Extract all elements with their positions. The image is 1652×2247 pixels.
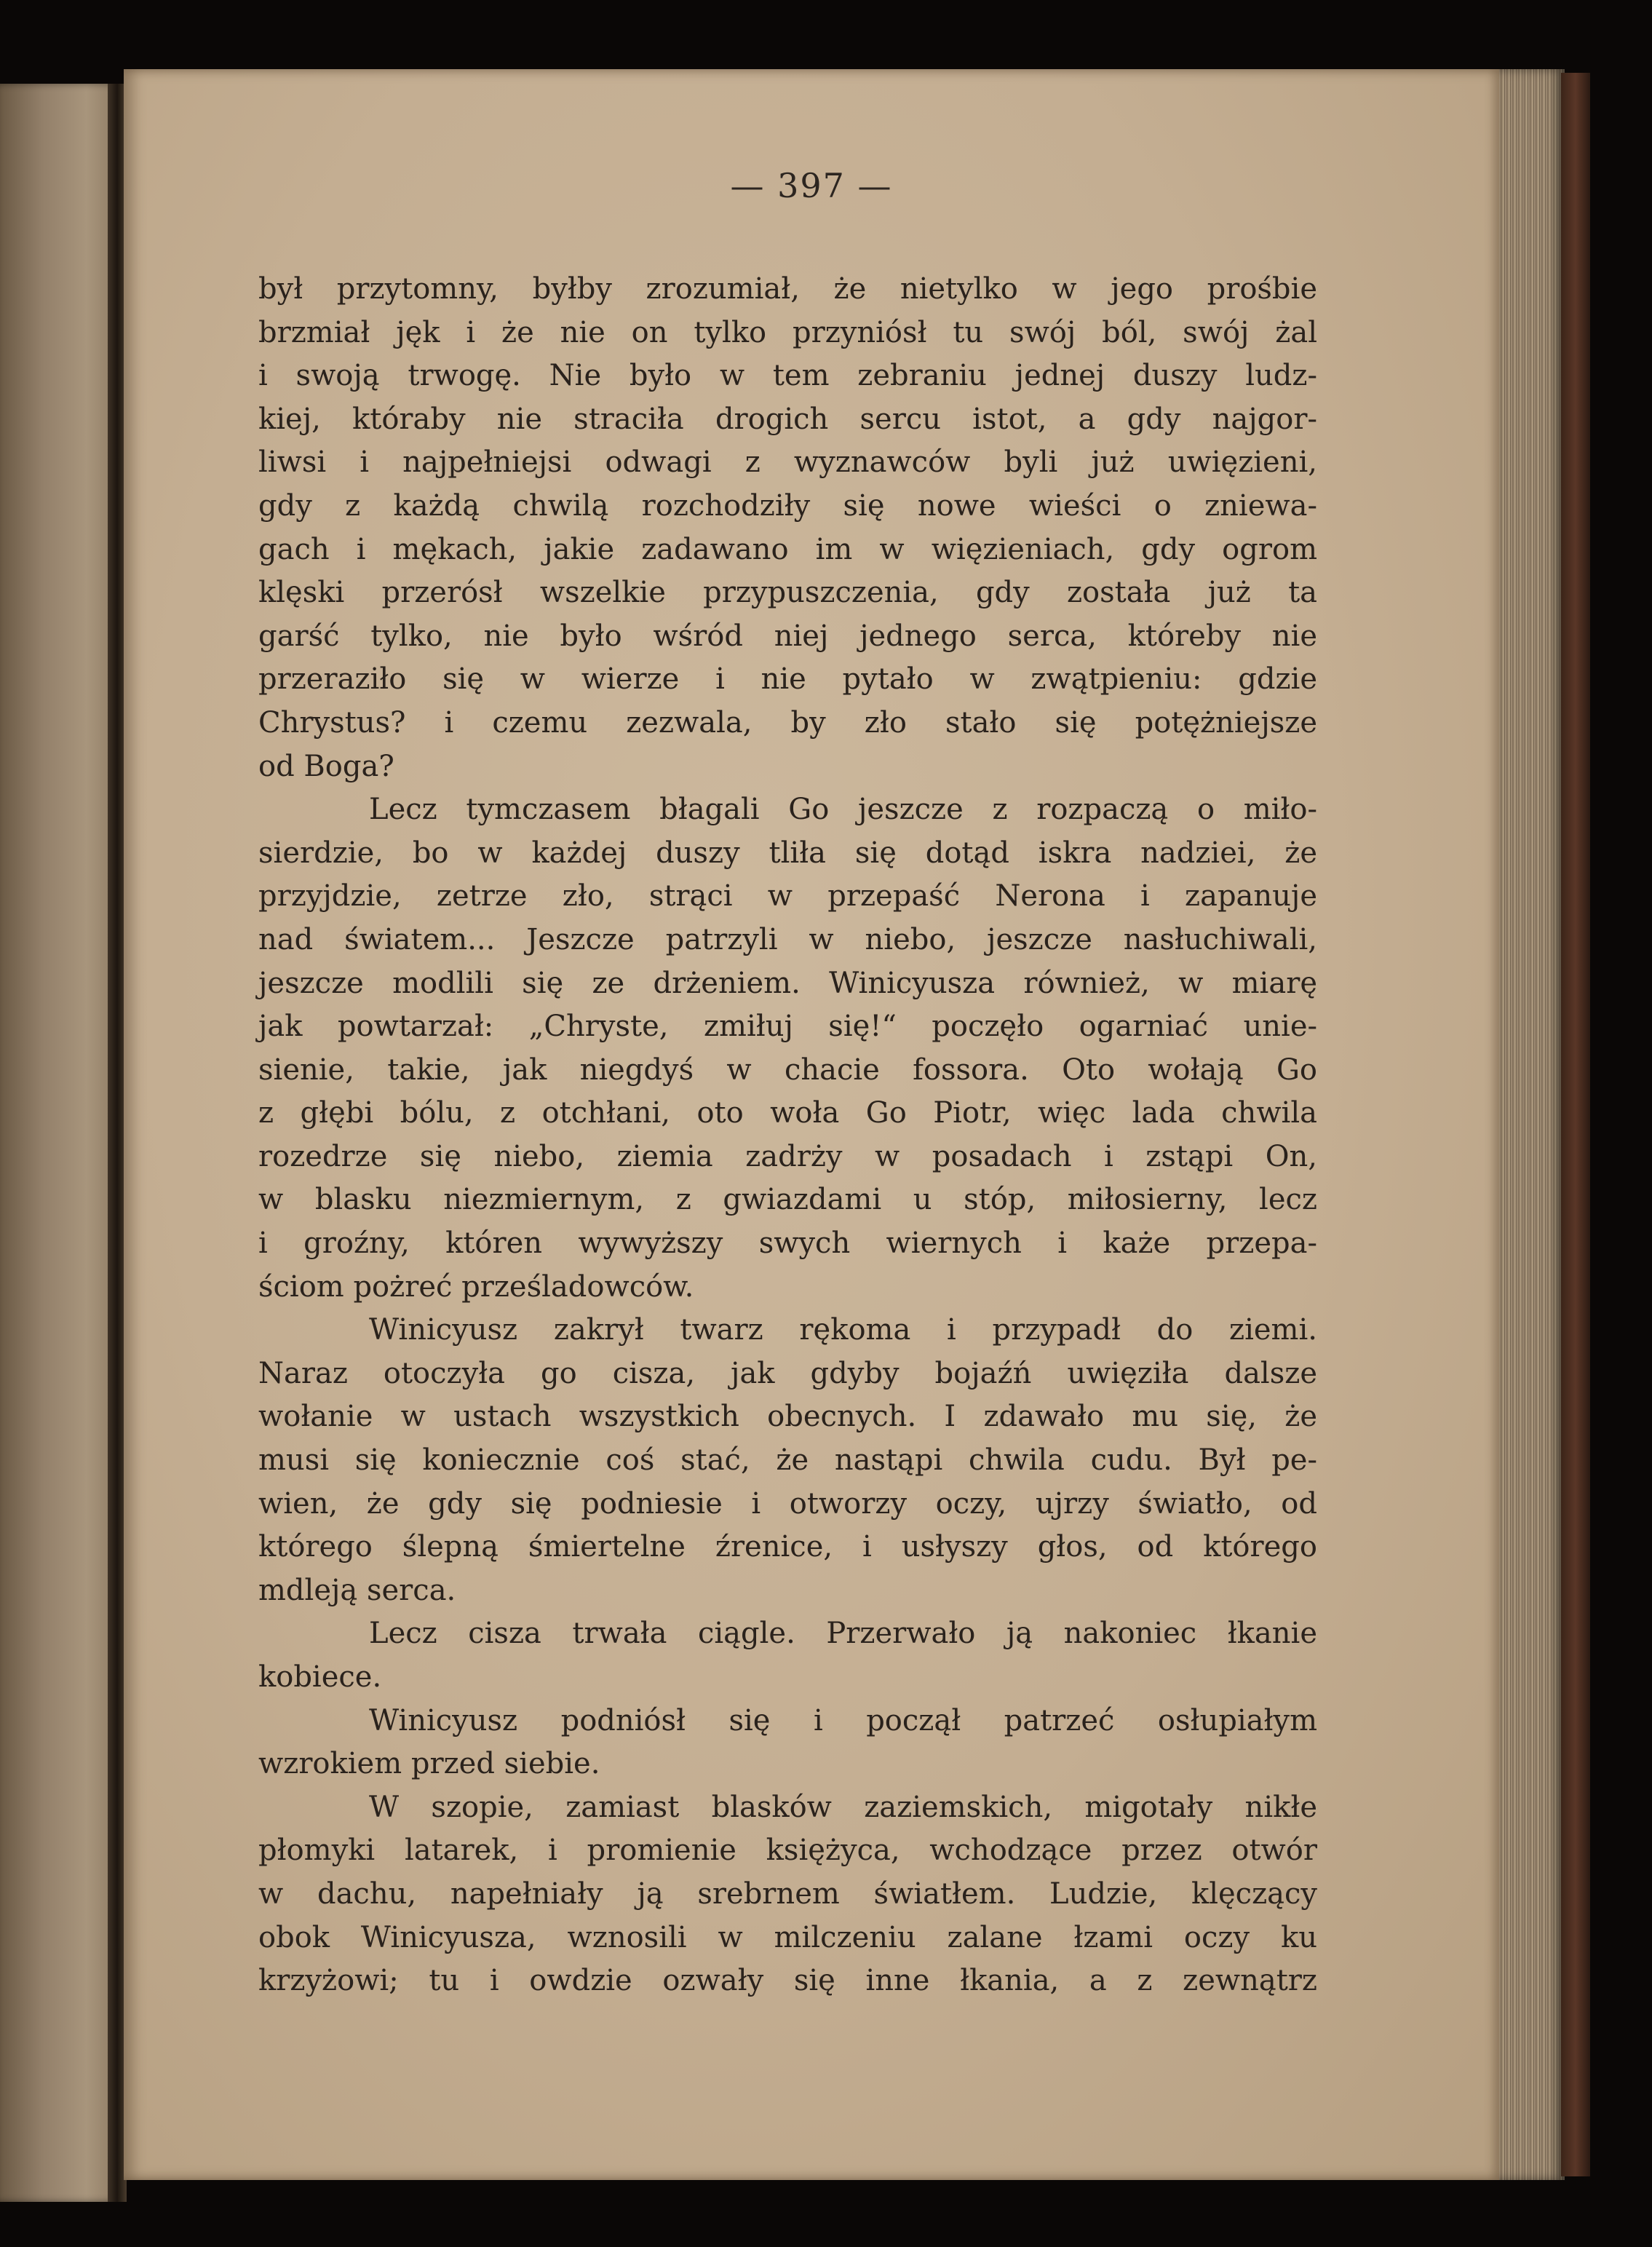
text-line: musi się koniecznie coś stać, że nastąpi chwila cudu. Był pe-	[258, 1443, 1317, 1478]
text-line: Winicyusz zakrył twarz rękoma i przypadł do ziemi.	[369, 1313, 1317, 1347]
text-line: jak powtarzał: „Chryste, zmiłuj się!“ poczęło ogarniać unie-	[258, 1010, 1317, 1044]
text-line: nad światem... Jeszcze patrzyli w niebo, jeszcze nasłuchiwali,	[258, 922, 1317, 956]
page-block-edges	[1499, 69, 1565, 2180]
text-line: klęski przerósł wszelkie przypuszczenia, gdy została już ta	[258, 576, 1317, 610]
text-line: kobiece.	[258, 1660, 382, 1694]
book-cover-edge	[1561, 73, 1590, 2176]
text-line: liwsi i najpełniejsi odwagi z wyznawców byli już uwięzieni,	[258, 445, 1317, 480]
text-line: wien, że gdy się podniesie i otworzy oczy, ujrzy światło, od	[258, 1486, 1317, 1521]
text-line: brzmiał jęk i że nie on tylko przyniósł tu swój ból, swój żal	[258, 315, 1317, 349]
text-line: Chrystus? i czemu zezwala, by zło stało się potężniejsze	[258, 705, 1317, 740]
page-number-header: — 397 —	[730, 166, 893, 205]
text-line: rozedrze się niebo, ziemia zadrży w posadach i zstąpi On,	[258, 1139, 1317, 1173]
text-line: w blasku niezmiernym, z gwiazdami u stóp, miłosierny, lecz	[258, 1183, 1317, 1217]
text-line: płomyki latarek, i promienie księżyca, wchodzące przez otwór	[258, 1834, 1317, 1868]
text-line: i swoją trwogę. Nie było w tem zebraniu jednej duszy ludz-	[258, 359, 1317, 393]
text-line: w dachu, napełniały ją srebrnem światłem. Ludzie, klęczący	[258, 1877, 1317, 1911]
left-page-edge	[0, 84, 124, 2202]
page-body-text	[258, 268, 1317, 2003]
text-line: którego ślepną śmiertelne źrenice, i usłyszy głos, od którego	[258, 1530, 1317, 1564]
text-line: przeraziło się w wierze i nie pytało w zwątpieniu: gdzie	[258, 662, 1317, 697]
text-line: Lecz cisza trwała ciągle. Przerwało ją nakoniec łkanie	[369, 1617, 1317, 1651]
text-line: i groźny, któren wywyższy swych wiernych i każe przepa-	[258, 1226, 1317, 1261]
text-line: kiej, któraby nie straciła drogich sercu istot, a gdy najgor-	[258, 402, 1317, 436]
text-line: mdleją serca.	[258, 1573, 456, 1607]
text-line: Naraz otoczyła go cisza, jak gdyby bojaźń uwięziła dalsze	[258, 1356, 1317, 1390]
text-line: był przytomny, byłby zrozumiał, że nietylko w jego prośbie	[258, 272, 1317, 306]
text-line: przyjdzie, zetrze zło, strąci w przepaść Nerona i zapanuje	[258, 879, 1317, 914]
text-line: od Boga?	[258, 749, 394, 783]
text-line: z głębi bólu, z otchłani, oto woła Go Piotr, więc lada chwila	[258, 1096, 1317, 1130]
text-line: W szopie, zamiast blasków zaziemskich, migotały nikłe	[369, 1790, 1317, 1824]
text-line: wzrokiem przed siebie.	[258, 1747, 600, 1781]
text-line: jeszcze modlili się ze drżeniem. Winicyusza również, w miarę	[258, 966, 1317, 1000]
text-line: Lecz tymczasem błagali Go jeszcze z rozpaczą o miło-	[369, 793, 1317, 827]
text-line: ściom pożreć prześladowców.	[258, 1269, 694, 1304]
text-line: krzyżowi; tu i owdzie ozwały się inne łkania, a z zewnątrz	[258, 1964, 1317, 1998]
text-line: wołanie w ustach wszystkich obecnych. I zdawało mu się, że	[258, 1400, 1317, 1434]
text-line: sienie, takie, jak niegdyś w chacie fossora. Oto wołają Go	[258, 1053, 1317, 1087]
text-line: gdy z każdą chwilą rozchodziły się nowe wieści o zniewa-	[258, 488, 1317, 523]
text-line: garść tylko, nie było wśród niej jednego serca, któreby nie	[258, 619, 1317, 653]
text-line: sierdzie, bo w każdej duszy tliła się dotąd iskra nadziei, że	[258, 836, 1317, 870]
text-line: gach i mękach, jakie zadawano im w więzieniach, gdy ogrom	[258, 532, 1317, 566]
text-line: Winicyusz podniósł się i począł patrzeć osłupiałym	[369, 1703, 1317, 1737]
text-line: obok Winicyusza, wznosili w milczeniu zalane łzami oczy ku	[258, 1920, 1317, 1954]
